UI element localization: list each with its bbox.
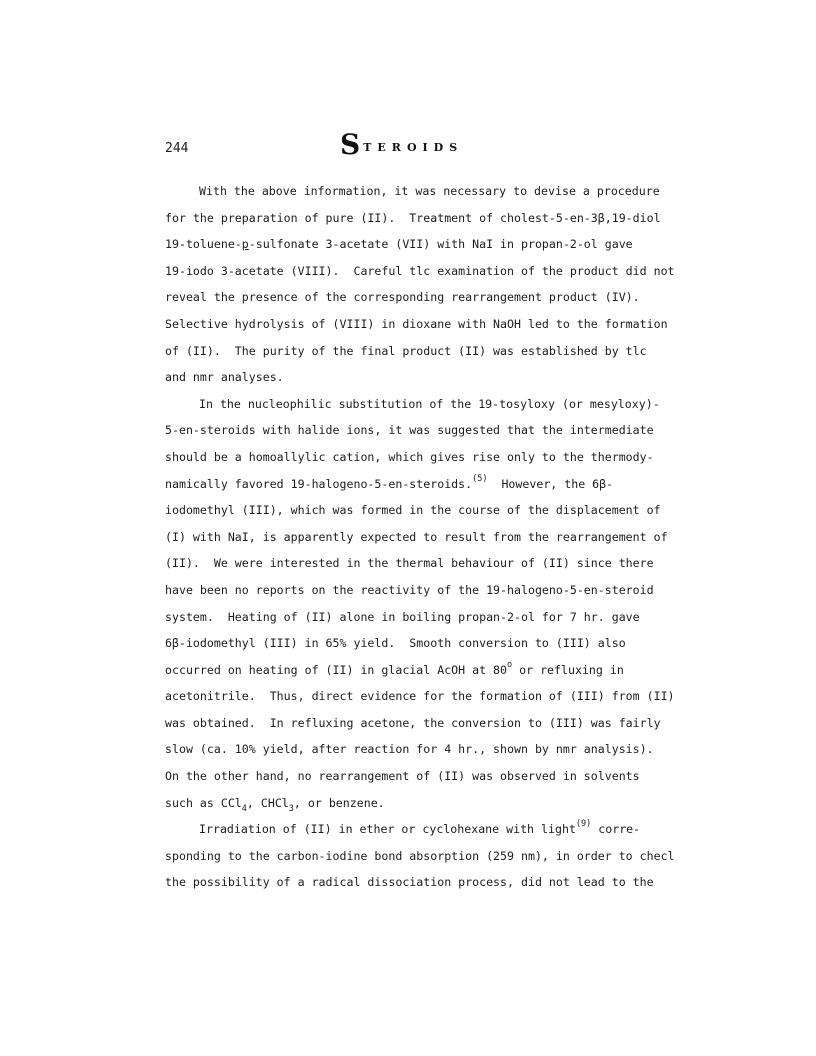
text-segment: or refluxing in bbox=[512, 662, 624, 677]
text-segment: 6β-iodomethyl (III) in 65% yield. Smooth conversion to (III) also bbox=[165, 636, 626, 651]
text-segment: In the nucleophilic substitution of the 19-tosyloxy (or mesyloxy)- bbox=[199, 396, 660, 411]
page-number: 244 bbox=[165, 141, 189, 156]
text-sub: 4 bbox=[241, 803, 247, 814]
journal-title bbox=[340, 128, 464, 161]
text-segment: should be a homoallylic cation, which gives rise only to the thermody- bbox=[165, 449, 654, 464]
text-line bbox=[165, 550, 655, 577]
text-line bbox=[165, 284, 655, 311]
text-line bbox=[165, 763, 655, 790]
text-line bbox=[165, 338, 655, 365]
text-line bbox=[165, 790, 655, 817]
body-text bbox=[165, 178, 675, 896]
text-line bbox=[165, 471, 655, 498]
text-line bbox=[165, 417, 655, 444]
text-line bbox=[165, 816, 655, 843]
text-segment: 5-en-steroids with halide ions, it was suggested that the intermediate bbox=[165, 423, 654, 438]
paragraph bbox=[165, 178, 675, 391]
text-segment: (I) with NaI, is apparently expected to result from the rearrangement of bbox=[165, 529, 668, 544]
text-segment: system. Heating of (II) alone in boiling propan-2-ol for 7 hr. gave bbox=[165, 609, 640, 624]
text-line bbox=[165, 869, 655, 896]
journal-title-rest: TEROIDS bbox=[363, 141, 464, 154]
text-line bbox=[165, 683, 675, 710]
text-segment: such as CCl bbox=[165, 795, 242, 810]
text-line bbox=[165, 364, 655, 391]
journal-title-initial: S bbox=[340, 128, 362, 161]
text-line bbox=[165, 630, 655, 657]
text-segment: , or benzene. bbox=[293, 795, 385, 810]
text-segment: With the above information, it was necessary to devise a procedure bbox=[199, 184, 660, 198]
text-segment: sponding to the carbon-iodine bond absorption (259 nm), in order to checl bbox=[165, 848, 675, 863]
text-line bbox=[165, 577, 655, 604]
text-sup: (9) bbox=[575, 819, 592, 830]
text-segment: 19-iodo 3-acetate (VIII). Careful tlc examination of the product did not bbox=[165, 263, 675, 278]
text-segment: namically favored 19-halogeno-5-en-steroids. bbox=[165, 476, 473, 491]
text-line bbox=[165, 444, 655, 471]
text-segment: the possibility of a radical dissociation process, did not lead to the bbox=[165, 875, 654, 890]
text-segment: acetonitrile. Thus, direct evidence for the formation of (III) from (II) bbox=[165, 689, 675, 704]
text-sup: o bbox=[507, 659, 513, 670]
text-segment: of (II). The purity of the final product (II) was established by tlc bbox=[165, 343, 647, 358]
text-segment: reveal the presence of the corresponding rearrangement product (IV). bbox=[165, 290, 640, 305]
text-line bbox=[165, 258, 675, 285]
text-segment: Irradiation of (II) in ether or cyclohexane with light bbox=[199, 822, 576, 837]
text-u: p bbox=[241, 237, 249, 252]
text-sup: (5) bbox=[472, 473, 488, 484]
text-segment: have been no reports on the reactivity of the 19-halogeno-5-en-steroid bbox=[165, 582, 654, 597]
text-line bbox=[165, 657, 655, 684]
text-segment: corre- bbox=[591, 822, 641, 837]
text-segment: occurred on heating of (II) in glacial AcOH at 80 bbox=[165, 662, 508, 677]
text-segment: was obtained. In refluxing acetone, the conversion to (III) was fairly bbox=[165, 715, 661, 730]
text-segment: and nmr analyses. bbox=[165, 370, 284, 385]
text-segment: Selective hydrolysis of (VIII) in dioxane with NaOH led to the formation bbox=[165, 316, 668, 331]
text-segment: However, the 6β- bbox=[487, 476, 614, 491]
text-line bbox=[165, 391, 660, 418]
text-line bbox=[165, 497, 661, 524]
text-segment: , CHCl bbox=[246, 795, 289, 810]
text-line bbox=[165, 843, 675, 870]
text-line bbox=[165, 178, 660, 205]
text-line bbox=[165, 604, 655, 631]
paragraph bbox=[165, 816, 675, 896]
text-segment: On the other hand, no rearrangement of (II) was observed in solvents bbox=[165, 769, 640, 784]
text-line bbox=[165, 710, 661, 737]
text-segment: slow (ca. 10% yield, after reaction for 4 hr., shown by nmr analysis). bbox=[165, 742, 654, 757]
text-line bbox=[165, 736, 655, 763]
text-segment: iodomethyl (III), which was formed in the course of the displacement of bbox=[165, 503, 661, 518]
text-segment: -sulfonate 3-acetate (VII) with NaI in propan-2-ol gave bbox=[248, 237, 633, 252]
text-line bbox=[165, 524, 668, 551]
text-segment: for the preparation of pure (II). Treatment of cholest-5-en-3β,19-diol bbox=[165, 210, 661, 225]
text-line bbox=[165, 311, 668, 338]
text-line bbox=[165, 231, 655, 258]
text-sub: 3 bbox=[288, 803, 294, 814]
text-line bbox=[165, 205, 661, 232]
text-segment: 19-toluene- bbox=[165, 237, 242, 252]
text-segment: (II). We were interested in the thermal behaviour of (II) since there bbox=[165, 556, 654, 571]
paragraph bbox=[165, 391, 675, 817]
